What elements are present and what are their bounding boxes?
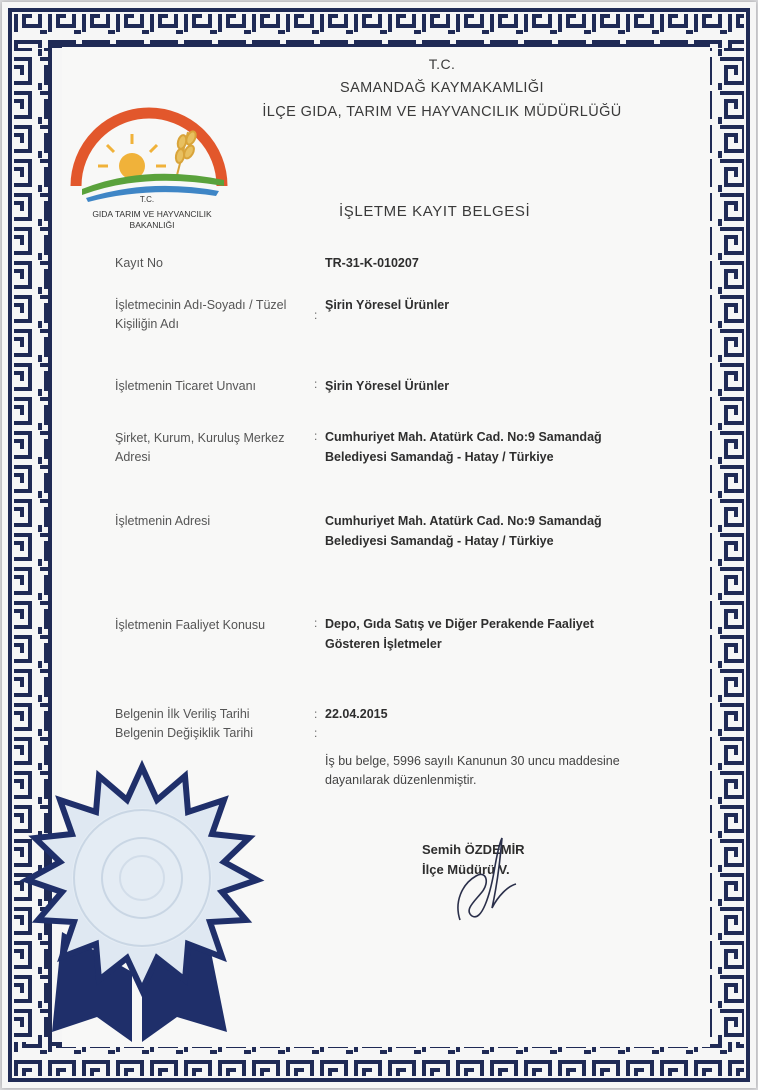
field-value-business-address: Cumhuriyet Mah. Atatürk Cad. No:9 Samandağ Belediyesi Samandağ - Hatay / Türkiye [325, 514, 602, 548]
field-colon-hq-address: : [314, 429, 318, 443]
logo-ministry-line1: GIDA TARIM VE HAYVANCILIK [92, 209, 212, 219]
logo-ministry-name [72, 209, 232, 231]
logo-ministry-line2: BAKANLIĞI [129, 220, 175, 230]
field-label-registration-no: Kayıt No [115, 256, 163, 270]
logo-tc: T.C. [139, 195, 155, 204]
field-value-trade-name: Şirin Yöresel Ürünler [325, 379, 450, 393]
field-label-issue-date: Belgenin İlk Veriliş Tarihi [115, 707, 250, 721]
field-label-activity: İşletmenin Faaliyet Konusu [115, 618, 266, 632]
field-colon-operator-name: : [314, 308, 318, 322]
field-label-operator-name: İşletmecinin Adı-Soyadı / Tüzel Kişiliğin Adı [115, 298, 287, 331]
document-page [2, 2, 756, 1088]
header-district: SAMANDAĞ KAYMAKAMLIĞI [340, 80, 544, 96]
field-value-activity: Depo, Gıda Satış ve Diğer Perakende Faaliyet Gösteren İşletmeler [325, 617, 594, 651]
signatory-title: İlçe Müdürü V. [422, 862, 510, 877]
field-label-change-date: Belgenin Değişiklik Tarihi [115, 726, 254, 740]
field-colon-change-date: : [314, 726, 318, 740]
field-label-hq-address: Şirket, Kurum, Kuruluş Merkez Adresi [115, 431, 285, 464]
field-colon-trade-name: : [314, 377, 318, 391]
field-label-business-address: İşletmenin Adresi [115, 514, 211, 528]
field-value-issue-date: 22.04.2015 [325, 707, 388, 721]
field-value-operator-name: Şirin Yöresel Ürünler [325, 298, 450, 312]
ribbon-seal-icon [2, 752, 282, 1042]
handwritten-signature-icon [442, 832, 532, 932]
signatory-name: Semih ÖZDEMİR [422, 842, 525, 857]
header-directorate: İLÇE GIDA, TARIM VE HAYVANCILIK MÜDÜRLÜĞÜ [262, 104, 622, 120]
field-colon-activity: : [314, 616, 318, 630]
sun-wheat-logo-icon [64, 94, 234, 204]
legal-note: İş bu belge, 5996 sayılı Kanunun 30 uncu maddesine dayanılarak düzenlenmiştir. [325, 754, 620, 787]
header-tc: T.C. [428, 56, 456, 72]
field-label-trade-name: İşletmenin Ticaret Unvanı [115, 379, 257, 393]
document-title: İŞLETME KAYIT BELGESİ [339, 203, 531, 220]
field-value-registration-no: TR-31-K-010207 [325, 256, 419, 270]
field-value-hq-address: Cumhuriyet Mah. Atatürk Cad. No:9 Samandağ Belediyesi Samandağ - Hatay / Türkiye [325, 430, 602, 464]
field-colon-issue-date: : [314, 707, 318, 721]
